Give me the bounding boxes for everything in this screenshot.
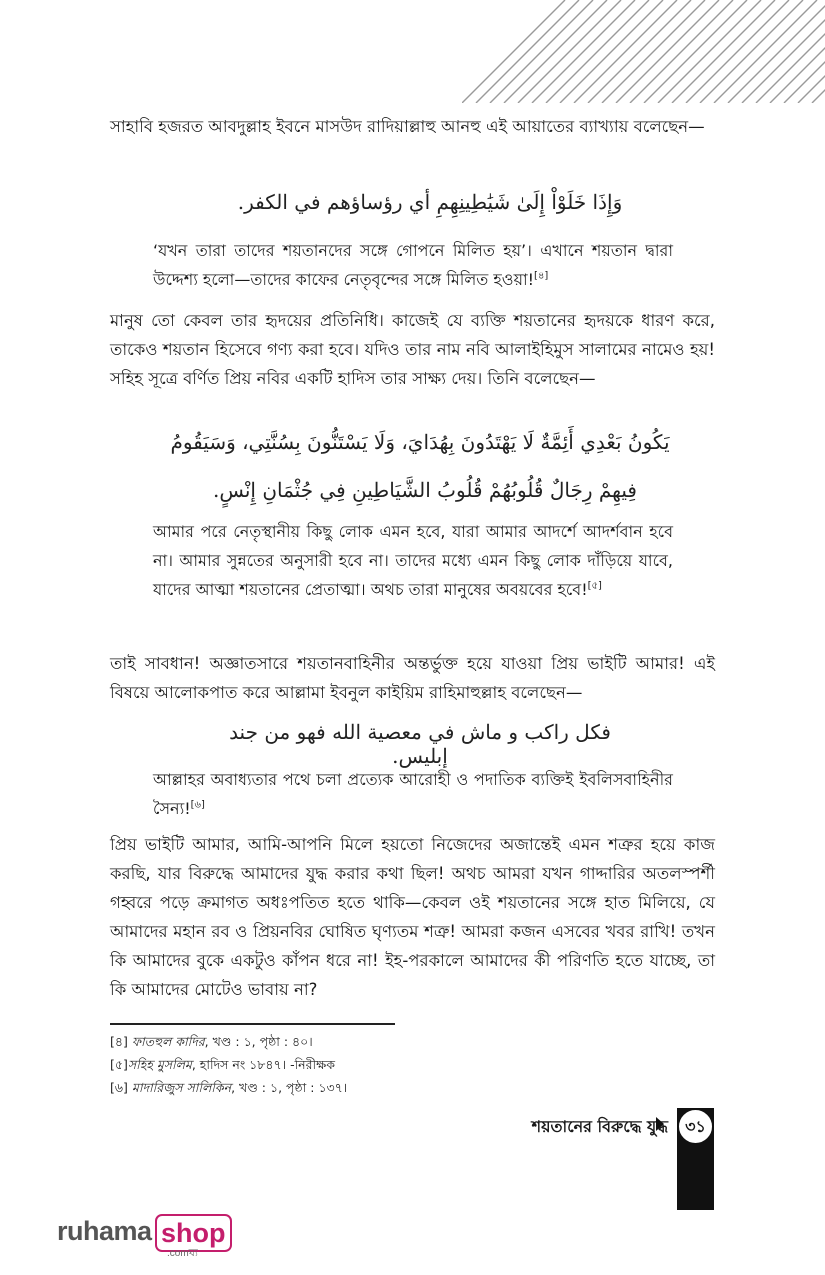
- footnote-detail: , খণ্ড : ১, পৃষ্ঠা : ১৩৭।: [231, 1080, 348, 1095]
- footnote-detail: , খণ্ড : ১, পৃষ্ঠা : ৪০।: [204, 1034, 313, 1049]
- footnote-ref-6: [৬]: [190, 799, 205, 811]
- translation-1: [153, 236, 673, 294]
- footnote-6: [110, 1079, 347, 1096]
- running-head: শয়তানের বিরুদ্ধে যুদ্ধ: [531, 1117, 668, 1136]
- translation-2: [153, 517, 673, 604]
- intro-paragraph: সাহাবি হজরত আবদুল্লাহ ইবনে মাসউদ রাদিয়াল্লাহু আনহু এই আয়াতের ব্যাখ্যায় বলেছেন—: [110, 117, 705, 136]
- logo-text-ruhama: ruhama: [57, 1216, 152, 1246]
- footnote-4: [110, 1033, 313, 1050]
- footnote-divider: [110, 1023, 395, 1025]
- footnote-ref-4: [৪]: [534, 270, 549, 282]
- paragraph-2: মানুষ তো কেবল তার হৃদয়ের প্রতিনিধি। কাজেই যে ব্যক্তি শয়তানের হৃদয়কে ধারণ করে, তাকেও শয়তান হিসেবে গণ্য করা হবে। যদিও তার নাম নবি আলাইহিমুস সালামের নামেও হয়! সহিহ সূত্রে বর্ণিত প্রিয় নবির একটি হাদিস তার সাক্ষ্য দেয়। তিনি বলেছেন—: [110, 311, 715, 388]
- arabic-hadith-line-1: يَكُونُ بَعْدِي أَئِمَّةٌ لَا يَهْتَدُونَ بِهُدَايَ، وَلَا يَسْتَنُّونَ بِسُنَّتِي، وَسَيَقُومُ: [170, 430, 670, 454]
- footnote-number: [৪]: [110, 1034, 128, 1049]
- arabic-hadith-line-2: فِيهِمْ رِجَالٌ قُلُوبُهُمْ قُلُوبُ الشَّيَاطِينِ فِي جُثْمَانِ إِنْسٍ.: [213, 478, 637, 502]
- triangle-arrow-icon: [656, 1117, 664, 1131]
- footnote-number: [৫]: [110, 1057, 128, 1072]
- footnote-source-title: সহিহ মুসলিম: [127, 1057, 192, 1072]
- footnote-ref-5: [৫]: [587, 580, 602, 592]
- translation-2-text: আমার পরে নেতৃস্থানীয় কিছু লোক এমন হবে, যারা আমার আদর্শে আদর্শবান হবে না। আমার সুন্নতের অনুসারী হবে না। তাদের মধ্যে এমন কিছু লোক দাঁড়িয়ে যাবে, যাদের আত্মা শয়তানের প্রেতাত্মা। অথচ তারা মানুষের অবয়বের হবে!: [153, 522, 673, 599]
- translation-3: [153, 765, 673, 823]
- corner-hatch-decoration: [462, 0, 825, 103]
- logo-text-shop: shop: [155, 1214, 232, 1252]
- footnote-source-title: মাদারিজুস সালিকিন: [131, 1080, 232, 1095]
- page-number: ৩১: [677, 1108, 714, 1145]
- arabic-quote-1: وَإِذَا خَلَوْاْ إِلَىٰ شَيَٰطِينِهِمِ أي رؤساؤهم في الكفر.: [237, 190, 623, 214]
- footnote-number: [৬]: [110, 1080, 128, 1095]
- footnote-source-title: ফাতহুল কাদির: [131, 1034, 205, 1049]
- arabic-quote-3: فكل راكب و ماش في معصية الله فهو من جند إبليس.: [229, 720, 611, 768]
- footnote-detail: , হাদিস নং ১৮৪৭। -নিরীক্ষক: [191, 1057, 335, 1072]
- footnote-5: [110, 1056, 335, 1073]
- translation-1-text: ‘যখন তারা তাদের শয়তানদের সঙ্গে গোপনে মিলিত হয়’। এখানে শয়তান দ্বারা উদ্দেশ্য হলো—তাদের কাফের নেতৃবৃন্দের সঙ্গে মিলিত হওয়া!: [153, 241, 673, 289]
- translation-3-text: আল্লাহর অবাধ্যতার পথে চলা প্রত্যেক আরোহী ও পদাতিক ব্যক্তিই ইবলিসবাহিনীর সৈন্য!: [153, 770, 673, 818]
- logo-text-domain: .comঘ্য: [167, 1248, 198, 1259]
- paragraph-3: তাই সাবধান! অজ্ঞাতসারে শয়তানবাহিনীর অন্তর্ভুক্ত হয়ে যাওয়া প্রিয় ভাইটি আমার! এই বিষয়ে আলোকপাত করে আল্লামা ইবনুল কাইয়িম রাহিমাহুল্লাহ বলেছেন—: [110, 654, 715, 702]
- paragraph-4: প্রিয় ভাইটি আমার, আমি-আপনি মিলে হয়তো নিজেদের অজান্তেই এমন শত্রুর হয়ে কাজ করছি, যার বিরুদ্ধে আমাদের যুদ্ধ করার কথা ছিল! অথচ আমরা যখন গাদ্দারির অতলস্পর্শী গহ্বরে পড়ে ক্রমাগত অধঃপতিত হতে থাকি—কেবল ওই শয়তানের সঙ্গে হাত মিলিয়ে, যে আমাদের মহান রব ও প্রিয়নবির ঘোষিত ঘৃণ্যতম শত্রু! আমরা কজন এসবের খবর রাখি! তখন কি আমাদের বুকে একটুও কাঁপন ধরে না! ইহ-পরকালে আমাদের কী পরিণতি হতে যাচ্ছে, তা কি আমাদের মোটেও ভাবায় না?: [110, 835, 715, 999]
